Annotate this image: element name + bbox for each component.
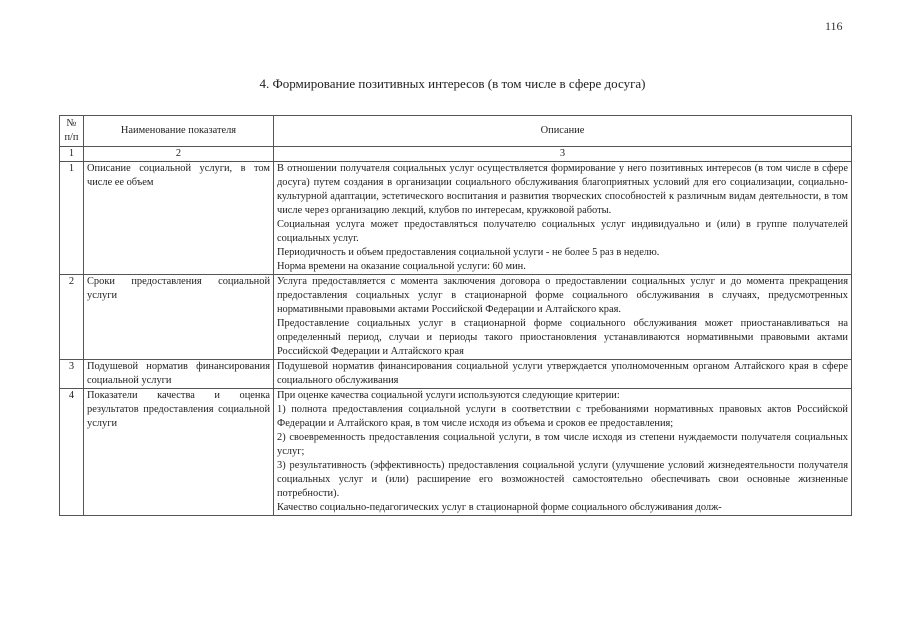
- description-paragraph: Услуга предоставляется с момента заключения договора о предоставлении социальных услуг и до момента прекращения предоставления социальных услуг в стационарной форме социального обслуживания в случаях, предусмотренных нормативными правовыми актами Российской Федерации и Алтайского края.: [277, 276, 848, 315]
- description-paragraph: Норма времени на оказание социальной услуги: 60 мин.: [277, 261, 526, 272]
- description-paragraph: Периодичность и объем предоставления социальной услуги - не более 5 раз в неделю.: [277, 247, 660, 258]
- indicator-description: [274, 389, 852, 516]
- indicator-description: [274, 162, 852, 275]
- description-paragraph: Подушевой норматив финансирования социальной услуги утверждается уполномоченным органом Алтайского края в сфере социального обслуживания: [277, 361, 848, 386]
- table-row: [60, 275, 852, 360]
- header-name: Наименование показателя: [84, 116, 274, 147]
- indicator-name: Показатели качества и оценка результатов предоставления социальной услуги: [84, 389, 274, 516]
- description-paragraph: Социальная услуга может предоставляться получателю социальных услуг индивидуально и (или) в группе получателей социальных услуг.: [277, 219, 848, 244]
- description-paragraph: Предоставление социальных услуг в стационарной форме социального обслуживания может приостанавливаться на определенный период, случаи и периоды такого приостановления устанавливаются нормативными правовыми актами Российской Федерации и Алтайского края: [277, 318, 848, 357]
- table-row: [60, 162, 852, 275]
- header-num: № п/п: [60, 116, 84, 147]
- column-number: 3: [274, 147, 852, 162]
- indicator-name: Подушевой норматив финансирования социальной услуги: [84, 360, 274, 389]
- indicator-name: Описание социальной услуги, в том числе ее объем: [84, 162, 274, 275]
- description-paragraph: В отношении получателя социальных услуг осуществляется формирование у него позитивных интересов (в том числе в сфере досуга) путем создания в организации социального обслуживания благоприятных условий для его социализации, социально-культурной адаптации, эстетического воспитания и развития творческих способностей к различным видам деятельности, в том числе через организацию лекций, клубов по интересам, кружковой работы.: [277, 163, 848, 216]
- header-row: [60, 116, 852, 147]
- description-paragraph: 2) своевременность предоставления социальной услуги, в том числе исходя из степени нуждаемости получателя социальных услуг;: [277, 432, 848, 457]
- row-number: 1: [60, 162, 84, 275]
- column-number: 1: [60, 147, 84, 162]
- service-table: [59, 115, 852, 516]
- description-paragraph: 1) полнота предоставления социальной услуги в соответствии с требованиями нормативных правовых актов Российской Федерации и Алтайского края, в том числе исходя из объема и сроков ее предоставления;: [277, 404, 848, 429]
- header-desc: Описание: [274, 116, 852, 147]
- indicator-description: [274, 275, 852, 360]
- column-number: 2: [84, 147, 274, 162]
- column-number-row: [60, 147, 852, 162]
- description-paragraph: При оценке качества социальной услуги используются следующие критерии:: [277, 390, 620, 401]
- description-paragraph: 3) результативность (эффективность) предоставления социальной услуги (улучшение условий жизнедеятельности получателя социальных услуг и (или) расширение его возможностей самостоятельно обеспечивать свои основные жизненные потребности).: [277, 460, 848, 499]
- description-paragraph: Качество социально-педагогических услуг в стационарной форме социального обслуживания долж-: [277, 502, 722, 513]
- page-number: 116: [825, 19, 843, 33]
- row-number: 2: [60, 275, 84, 360]
- indicator-description: [274, 360, 852, 389]
- row-number: 4: [60, 389, 84, 516]
- table-row: [60, 389, 852, 516]
- indicator-name: Сроки предоставления социальной услуги: [84, 275, 274, 360]
- section-title: 4. Формирование позитивных интересов (в том числе в сфере досуга): [259, 76, 646, 91]
- row-number: 3: [60, 360, 84, 389]
- table-row: [60, 360, 852, 389]
